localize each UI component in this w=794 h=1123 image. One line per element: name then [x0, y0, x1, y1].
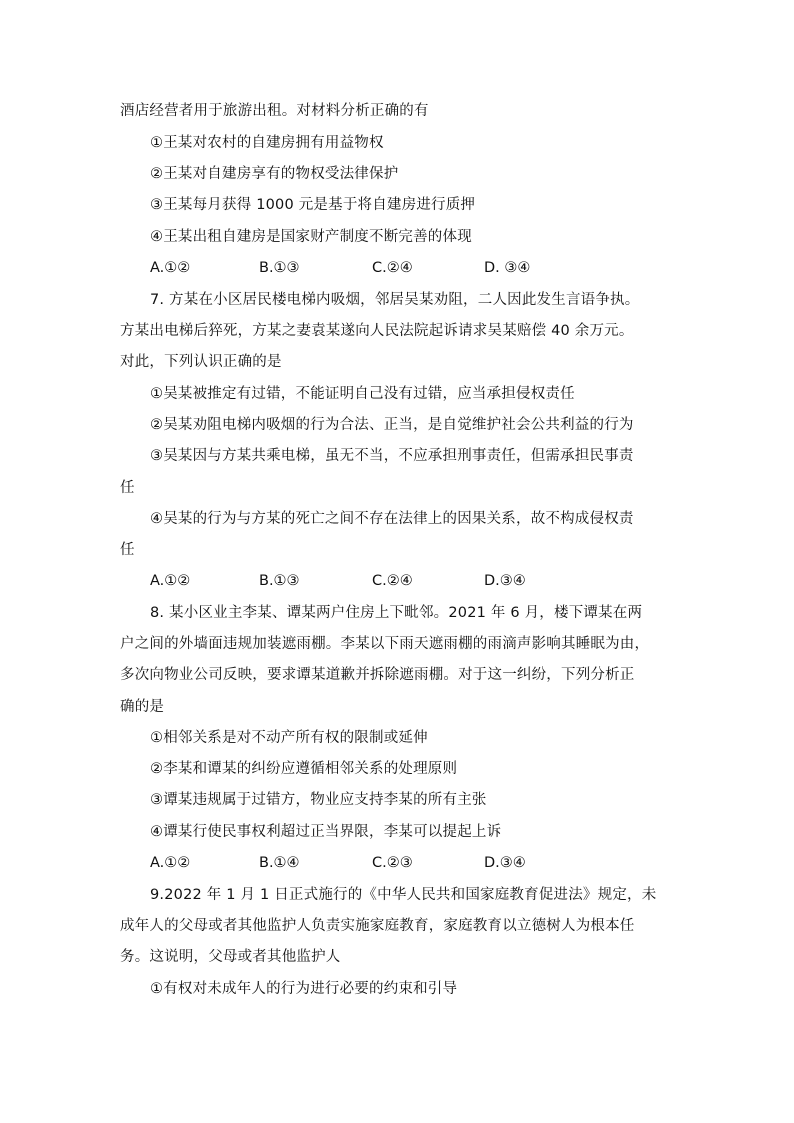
text-line: ①相邻关系是对不动产所有权的限制或延伸 [150, 730, 428, 746]
option-a: A.①② [150, 573, 191, 589]
question-9-text: 9.2022 年 1 月 1 日正式施行的《中华人民共和国家庭教育促进法》规定，未 [150, 887, 657, 903]
text-line: ③吴某因与方某共乘电梯，虽无不当，不应承担刑事责任，但需承担民事责 [150, 448, 634, 464]
text-line: ④吴某的行为与方某的死亡之间不存在法律上的因果关系，故不构成侵权责 [150, 511, 634, 527]
text-line: ③谭某违规属于过错方，物业应支持李某的所有主张 [150, 792, 487, 808]
text-line: ②李某和谭某的纠纷应遵循相邻关系的处理原则 [150, 761, 458, 777]
text-line: ①吴某被推定有过错，不能证明自己没有过错，应当承担侵权责任 [150, 386, 575, 402]
text-line: ④谭某行使民事权利超过正当界限，李某可以提起上诉 [150, 824, 502, 840]
text-line: ②王某对自建房享有的物权受法律保护 [150, 166, 399, 182]
text-line: 任 [120, 480, 135, 496]
text-line: 务。这说明，父母或者其他监护人 [120, 949, 341, 965]
text-line: 户之间的外墙面违规加装遮雨棚。李某以下雨天遮雨棚的雨滴声影响其睡眠为由， [120, 636, 650, 652]
option-c: C.②④ [372, 260, 413, 276]
text-line: 对此，下列认识正确的是 [120, 354, 282, 370]
question-7-text: 7. 方某在小区居民楼电梯内吸烟，邻居吴某劝阻，二人因此发生言语争执。 [150, 292, 640, 308]
text-line: ②吴某劝阻电梯内吸烟的行为合法、正当，是自觉维护社会公共利益的行为 [150, 417, 634, 433]
text-line: ④王某出租自建房是国家财产制度不断完善的体现 [150, 229, 472, 245]
text-line: 多次向物业公司反映，要求谭某道歉并拆除遮雨棚。对于这一纠纷，下列分析正 [120, 667, 635, 683]
text-line: 确的是 [120, 699, 165, 715]
option-d: D.③④ [484, 855, 526, 871]
option-d: D.③④ [484, 573, 526, 589]
text-line: ③王某每月获得 1000 元是基于将自建房进行质押 [150, 197, 476, 213]
option-a: A.①② [150, 855, 191, 871]
question-8-text: 8. 某小区业主李某、谭某两户住房上下毗邻。2021 年 6 月，楼下谭某在两 [150, 605, 643, 621]
text-line: 成年人的父母或者其他监护人负责实施家庭教育，家庭教育以立德树人为根本任 [120, 918, 635, 934]
text-line: 酒店经营者用于旅游出租。对材料分析正确的有 [120, 103, 429, 119]
option-b: B.①③ [259, 573, 300, 589]
option-c: C.②③ [372, 855, 413, 871]
option-d: D. ③④ [484, 260, 531, 276]
text-line: 任 [120, 542, 135, 558]
text-line: 方某出电梯后猝死，方某之妻袁某遂向人民法院起诉请求吴某赔偿 40 余万元。 [120, 323, 634, 339]
option-a: A.①② [150, 260, 191, 276]
option-b: B.①③ [259, 260, 300, 276]
option-b: B.①④ [259, 855, 300, 871]
option-c: C.②④ [372, 573, 413, 589]
text-line: ①有权对未成年人的行为进行必要的约束和引导 [150, 981, 458, 997]
text-line: ①王某对农村的自建房拥有用益物权 [150, 135, 384, 151]
